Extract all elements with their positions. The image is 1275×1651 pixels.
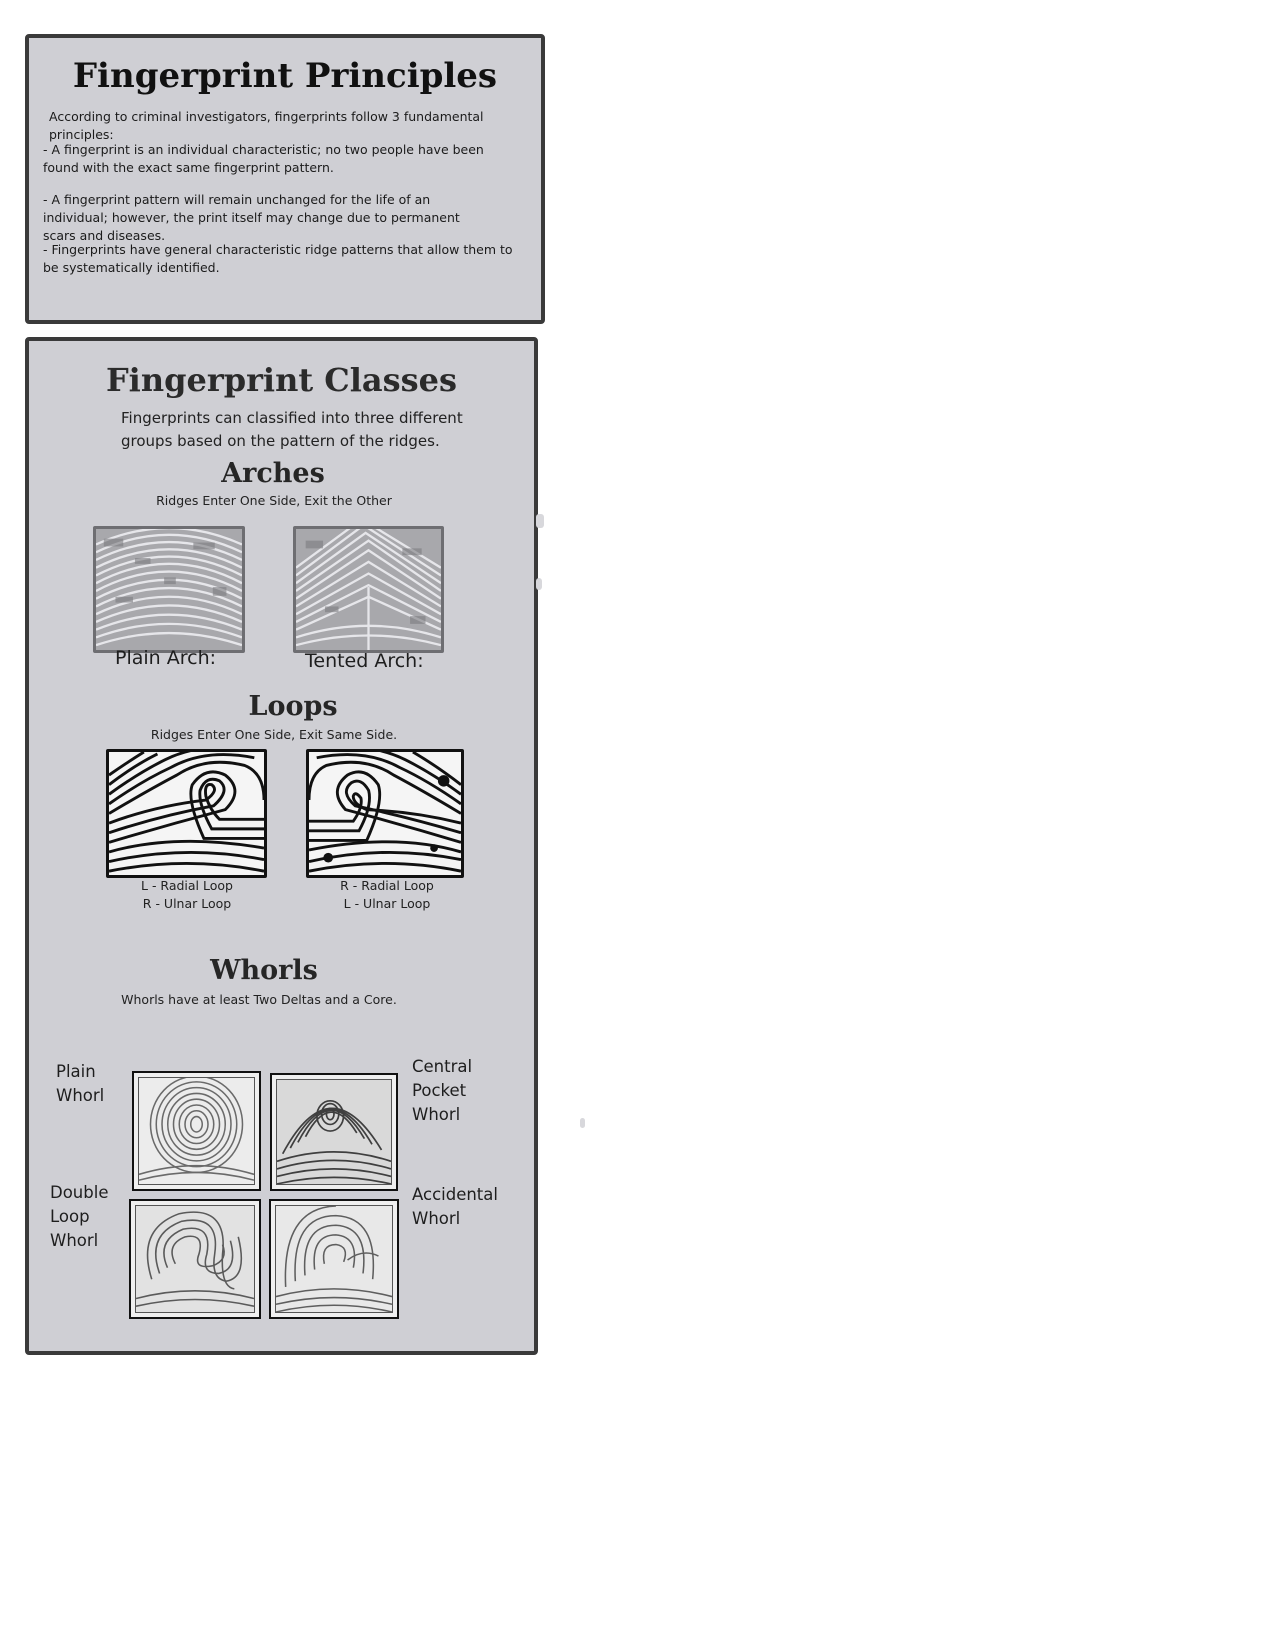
right-loop-caption-2: L - Ulnar Loop <box>343 896 431 911</box>
accidental-whorl-print <box>269 1199 399 1319</box>
double-loop-whorl-fingerprint-image <box>136 1206 254 1312</box>
right-loop-print <box>306 749 464 878</box>
central-pocket-whorl-label-2: Pocket <box>412 1081 467 1100</box>
double-loop-whorl-label-1: Double <box>50 1183 109 1202</box>
tented-arch-print <box>293 526 444 653</box>
plain-whorl-fingerprint-image <box>139 1078 254 1184</box>
plain-whorl-label-2: Whorl <box>56 1086 105 1105</box>
left-loop-caption-2: R - Ulnar Loop <box>142 896 232 911</box>
principle-point-1: - A fingerprint is an individual characteristic; no two people have been found with the exact same fingerprint pattern. <box>43 142 484 175</box>
loops-heading: Loops <box>248 691 338 722</box>
arches-caption: Ridges Enter One Side, Exit the Other <box>156 493 392 508</box>
right-loop-caption-1: R - Radial Loop <box>340 878 434 893</box>
central-pocket-whorl-label-3: Whorl <box>412 1105 461 1124</box>
double-loop-whorl-label-2: Loop <box>50 1207 90 1226</box>
classes-intro: Fingerprints can classified into three different groups based on the pattern of the ridges. <box>121 409 463 450</box>
plain-arch-print <box>93 526 245 653</box>
left-loop-print <box>106 749 267 878</box>
whorls-heading: Whorls <box>210 955 318 986</box>
principles-title: Fingerprint Principles <box>72 56 498 96</box>
central-pocket-whorl-print <box>270 1073 398 1191</box>
arches-heading: Arches <box>221 458 325 489</box>
central-pocket-whorl-label-1: Central <box>412 1057 473 1076</box>
scan-artifact <box>536 578 542 590</box>
scan-artifact <box>536 514 544 528</box>
right-loop-fingerprint-image <box>309 752 461 875</box>
accidental-whorl-fingerprint-image <box>276 1206 392 1312</box>
loops-caption: Ridges Enter One Side, Exit Same Side. <box>150 727 398 742</box>
plain-whorl-print <box>132 1071 261 1191</box>
classes-title: Fingerprint Classes <box>105 361 458 399</box>
central-pocket-whorl-fingerprint-image <box>277 1080 391 1184</box>
principles-intro: According to criminal investigators, fingerprints follow 3 fundamental principles: <box>49 109 484 142</box>
tented-arch-label: Tented Arch: <box>305 650 424 672</box>
classes-panel <box>25 337 538 1355</box>
tented-arch-fingerprint-image <box>296 529 441 650</box>
plain-whorl-label-1: Plain <box>56 1062 96 1081</box>
principles-panel <box>25 34 545 324</box>
accidental-whorl-label-2: Whorl <box>412 1209 461 1228</box>
double-loop-whorl-print <box>129 1199 261 1319</box>
left-loop-fingerprint-image <box>109 752 264 875</box>
double-loop-whorl-label-3: Whorl <box>50 1231 99 1250</box>
left-loop-caption-1: L - Radial Loop <box>141 878 233 893</box>
accidental-whorl-label-1: Accidental <box>412 1185 498 1204</box>
principle-point-3: - Fingerprints have general characteristic ridge patterns that allow them to be systematically identified. <box>43 242 513 275</box>
plain-arch-fingerprint-image <box>96 529 242 650</box>
scan-artifact <box>580 1118 585 1128</box>
plain-arch-label: Plain Arch: <box>115 647 217 669</box>
principle-point-2: - A fingerprint pattern will remain unchanged for the life of an individual; however, the print itself may change due to permanent scars and diseases. <box>43 192 460 243</box>
whorls-caption: Whorls have at least Two Deltas and a Core. <box>121 992 397 1007</box>
